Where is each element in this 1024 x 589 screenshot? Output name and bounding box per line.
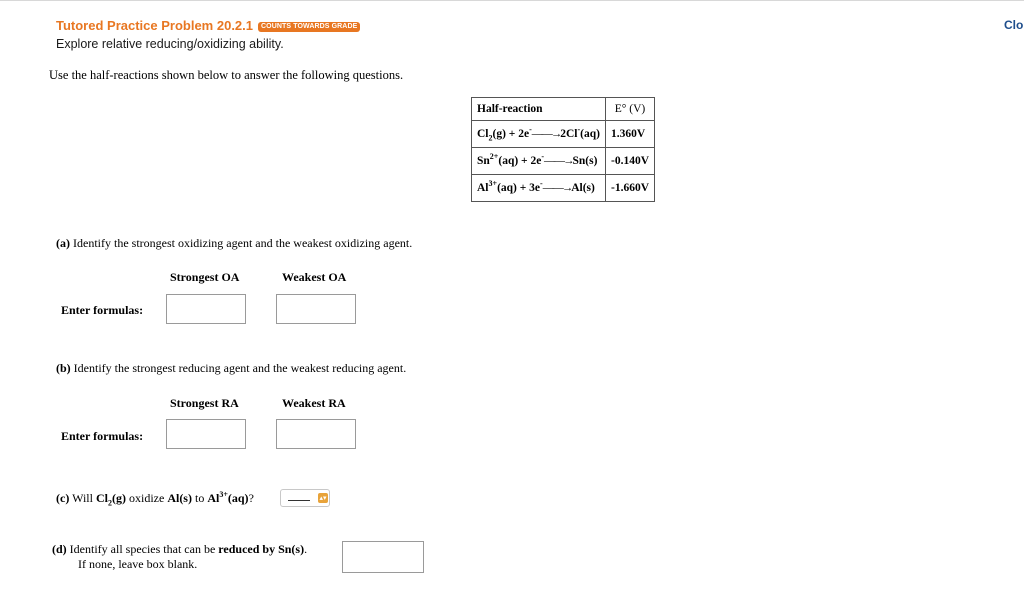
half-reaction-cell: $Al^{3+}(aq)$ + 3e-——→Al(s) xyxy=(472,175,606,202)
enter-formulas-label-b: Enter formulas: xyxy=(61,429,144,443)
select-blank-line xyxy=(288,500,310,501)
part-d-question: (d) Identify all species that can be reduced by Sn(s). xyxy=(52,542,308,556)
reaction-arrow: ——→ xyxy=(542,182,572,194)
header-half-reaction: Half-reaction xyxy=(472,98,606,121)
oxidize-answer-select[interactable] xyxy=(280,489,330,507)
problem-subtitle: Explore relative reducing/oxidizing ability. xyxy=(56,37,284,51)
weakest-ra-heading: Weakest RA xyxy=(282,396,346,410)
enter-formulas-label-a: Enter formulas: xyxy=(61,303,144,317)
top-divider xyxy=(0,0,1024,1)
reaction-arrow: ——→ xyxy=(531,128,561,140)
counts-towards-grade-badge: COUNTS TOWARDS GRADE xyxy=(258,22,360,32)
reduced-by-sn-input[interactable] xyxy=(342,541,424,573)
potential-cell: -1.660V xyxy=(605,175,654,202)
strongest-ra-input[interactable] xyxy=(166,419,246,449)
part-c-question: (c) Will $Cl_2(g)$ oxidize Al(s) to $Al^{3+}(aq)$? xyxy=(56,490,254,508)
table-row xyxy=(472,148,655,175)
problem-title: Tutored Practice Problem 20.2.1 xyxy=(56,18,253,33)
intro-text: Use the half-reactions shown below to answer the following questions. xyxy=(49,68,404,82)
part-d-note: If none, leave box blank. xyxy=(78,557,198,571)
potential-cell: -0.140V xyxy=(605,148,654,175)
strongest-ra-heading: Strongest RA xyxy=(170,396,239,410)
part-b-question: (b) Identify the strongest reducing agent and the weakest reducing agent. xyxy=(56,361,407,375)
strongest-oa-heading: Strongest OA xyxy=(170,270,240,284)
table-row xyxy=(472,121,655,148)
reaction-arrow: ——→ xyxy=(544,155,573,167)
strongest-oa-input[interactable] xyxy=(166,294,246,324)
table-row xyxy=(472,175,655,202)
half-reaction-cell: $Cl_2(g)$ + 2e-——→2Cl-(aq) xyxy=(472,121,606,148)
header-potential: E° (V) xyxy=(605,98,654,121)
weakest-oa-input[interactable] xyxy=(276,294,356,324)
half-reaction-table xyxy=(471,97,655,202)
half-reaction-cell: $Sn^{2+}(aq)$ + 2e-——→Sn(s) xyxy=(472,148,606,175)
close-link[interactable]: Clo xyxy=(1004,18,1024,32)
weakest-oa-heading: Weakest OA xyxy=(282,270,347,284)
part-a-question: (a) Identify the strongest oxidizing agent and the weakest oxidizing agent. xyxy=(56,236,413,250)
up-down-chevron-icon: ▴▾ xyxy=(319,494,327,502)
potential-cell: 1.360V xyxy=(605,121,654,148)
weakest-ra-input[interactable] xyxy=(276,419,356,449)
table-header-row xyxy=(472,98,655,121)
